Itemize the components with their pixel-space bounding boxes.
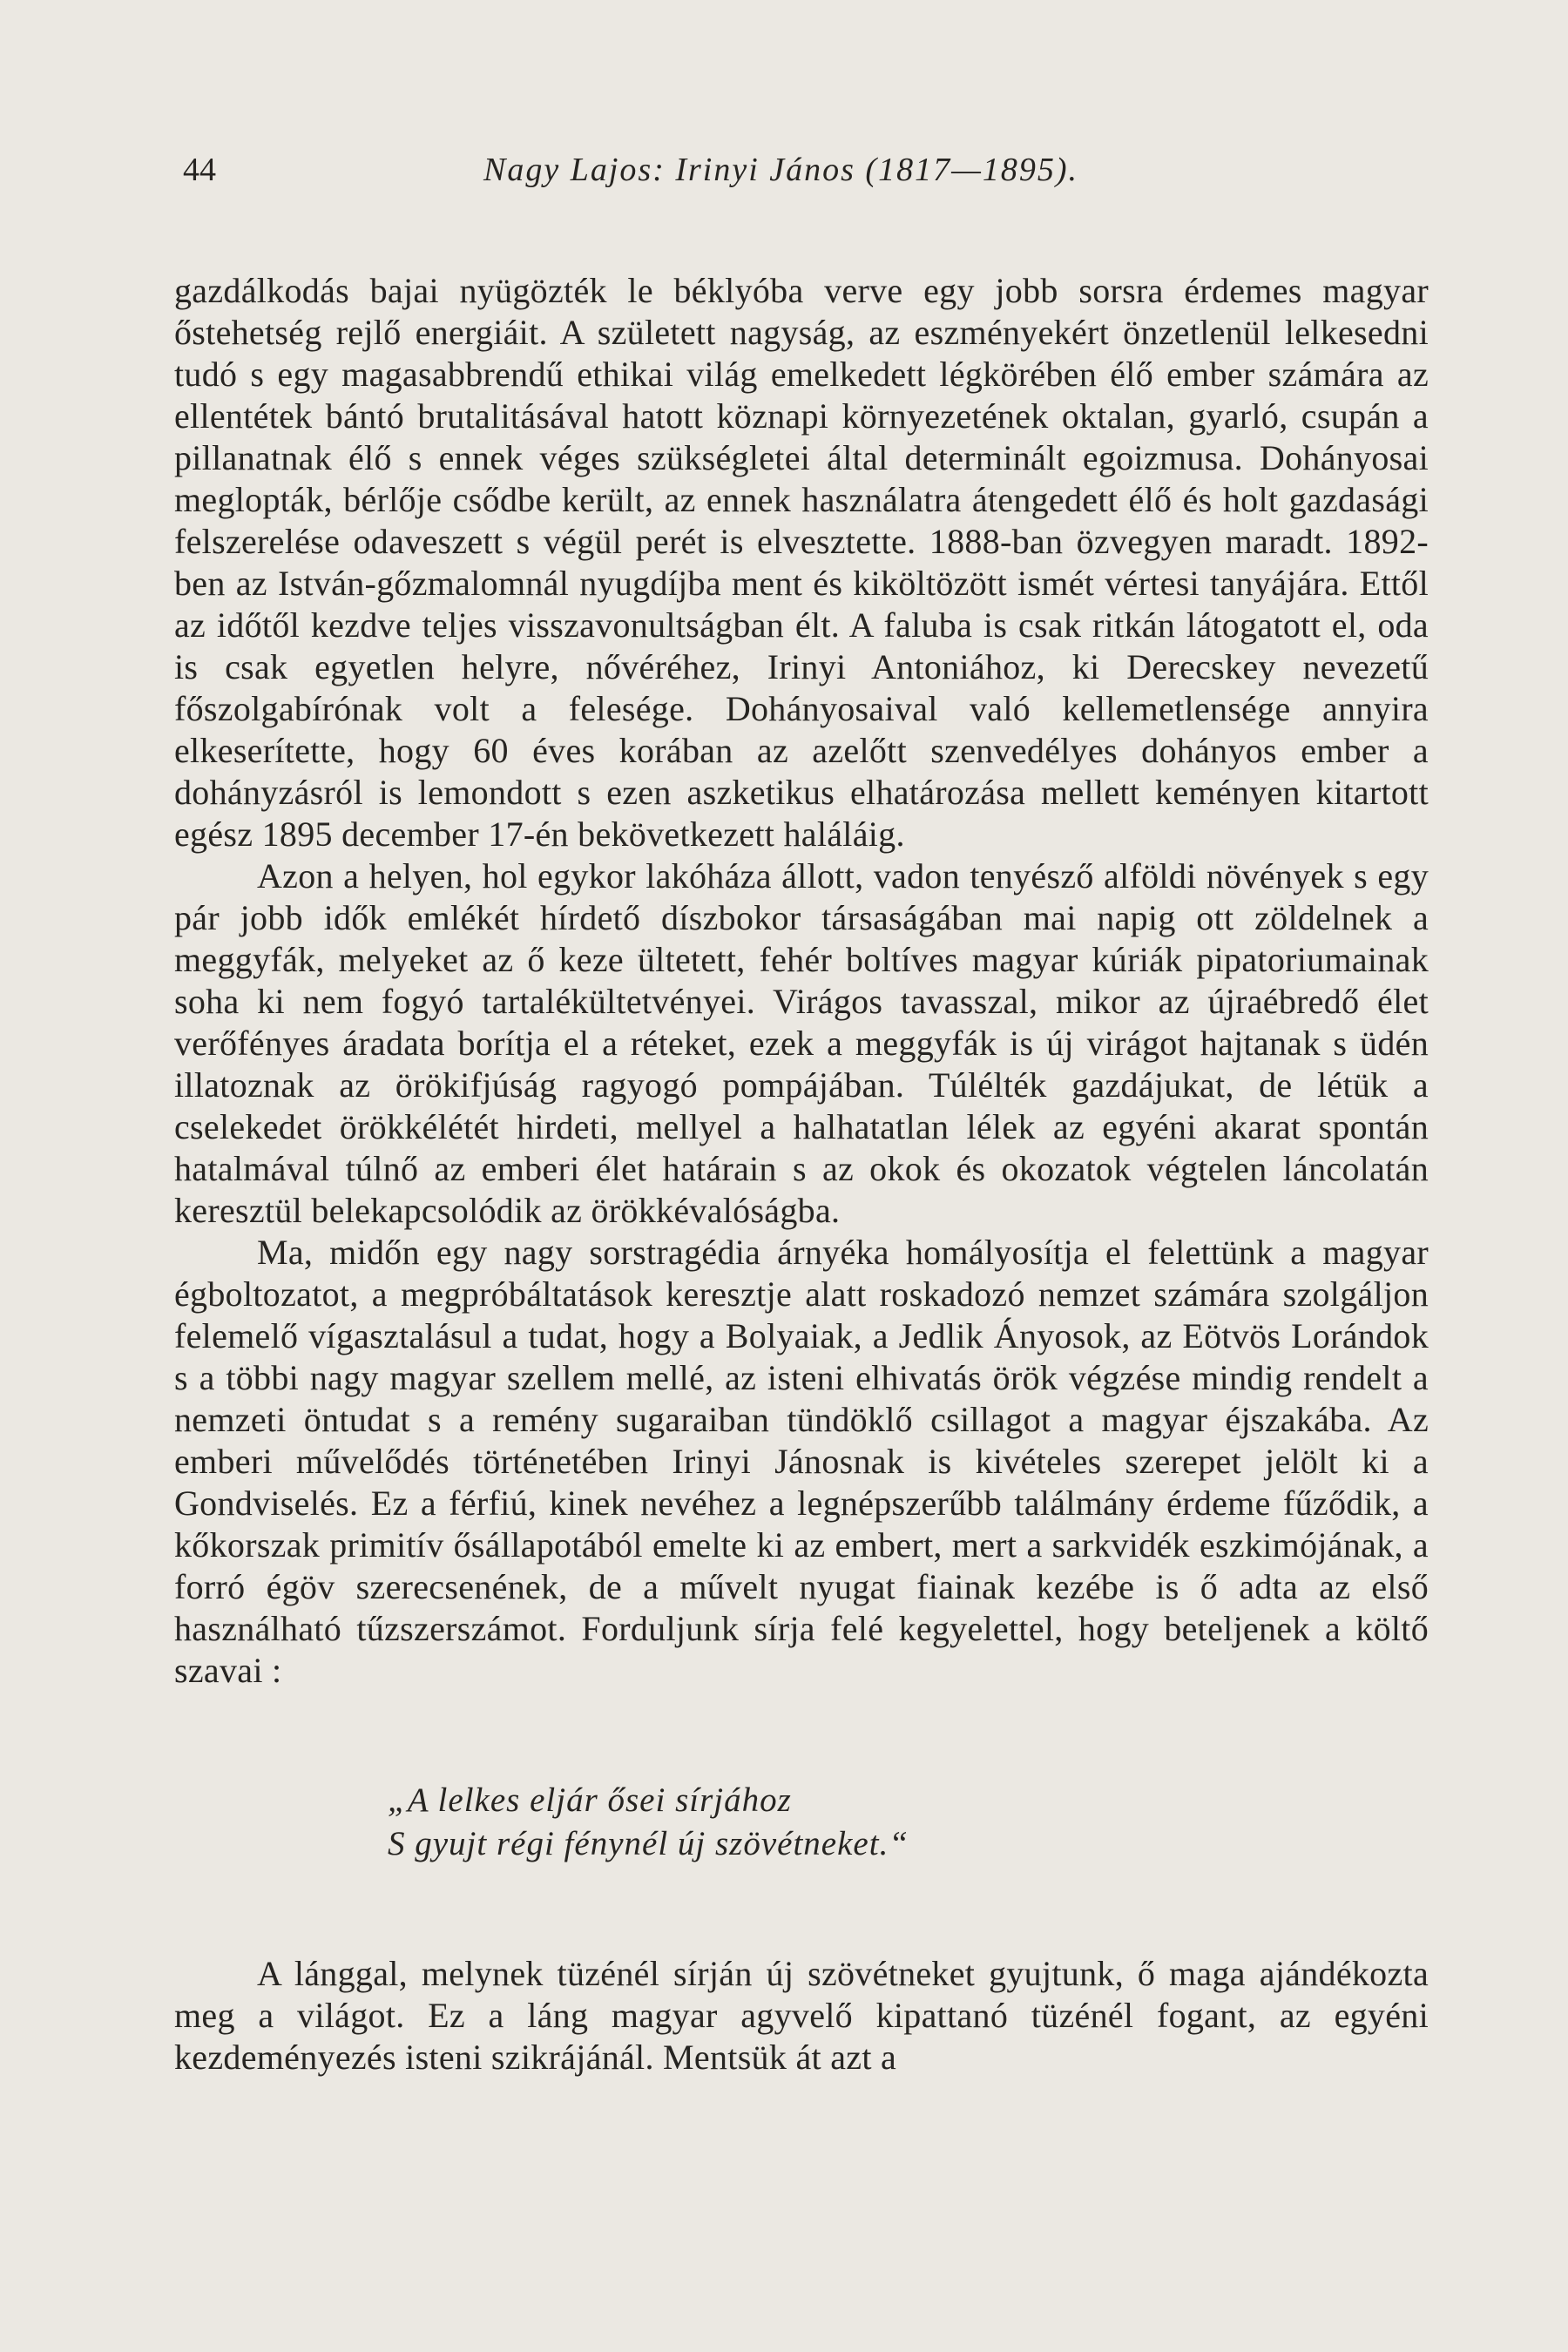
page-number: 44 xyxy=(183,152,216,188)
paragraph-legacy: Ma, midőn egy nagy sorstragédia árnyéka homályosítja el felettünk a magyar égboltozatot, a megpróbáltatások keresztje alatt roskadozó nemzet számára szolgáljon felemelő vígasztalásul a tudat, hogy a Bolyaiak, a Jedlik Ányosok, az Eötvös Lorándok s a többi nagy magyar szellem mellé, az isteni elhivatás örök végzése mindig rendelt a nemzeti öntudat s a remény sugaraiban tündöklő csillagot a magyar éjszakába. Az emberi művelődés történetében Irinyi Jánosnak is kivételes szerepet jelölt ki a Gondviselés. Ez a férfiú, kinek nevéhez a legnépszerűbb találmány érdeme fűződik, a kőkorszak primitív ősállapotából emelte ki az embert, mert a sarkvidék eszkimójának, a forró égöv szerecsenének, de a művelt nyugat fiainak kezébe is ő adta az első használható tűzszerszámot. Forduljunk sírja felé kegyelettel, hogy beteljenek a költő szavai : xyxy=(174,1233,1429,1690)
poem-line-2: S gyujt régi fénynél új szövétneket.“ xyxy=(388,1825,909,1862)
paragraph-cherry-trees: Azon a helyen, hol egykor lakóháza állott, vadon tenyésző alföldi növények s egy pár jobb idők emlékét hírdető díszbokor társaságában mai napig ott zöldelnek a meggyfák, melyeket az ő keze ültetett, fehér boltíves magyar kúriák pipatoriumainak soha ki nem fogyó tartalékültetvényei. Virágos tavasszal, mikor az újraébredő élet verőfényes áradata borítja el a réteket, ezek a meggyfák is új virágot hajtanak s üdén illatoznak az örökifjúság ragyogó pompájában. Túlélték gazdájukat, de létük a cselekedet örökkélétét hirdeti, mellyel a halhatatlan lélek az egyéni akarat spontán hatalmával túlnő az emberi élet határain s az okok és okozatok végtelen láncolatán keresztül belekapcsolódik az örökkévalóságba. xyxy=(174,856,1429,1230)
running-head xyxy=(183,148,1437,200)
poem-quote xyxy=(174,1779,1429,1866)
poem-line-1: „A lelkes eljár ősei sírjához xyxy=(388,1781,792,1819)
paragraph-closing: A lánggal, melynek tüzénél sírján új szövétneket gyujtunk, ő maga ajándékozta meg a világot. Ez a láng magyar agyvelő kipattanó tüzénél fogant, az egyéni kezdeményezés isteni szikrájánál. Mentsük át azt a xyxy=(174,1954,1429,2077)
body-text xyxy=(174,270,1429,2078)
paragraph-continued: gazdálkodás bajai nyügözték le béklyóba verve egy jobb sorsra érdemes magyar őstehetség rejlő energiáit. A született nagyság, az eszményekért önzetlenül lelkesedni tudó s egy magasabbrendű ethikai világ emelkedett légkörében élő ember számára az ellentétek bántó brutalitásával hatott köznapi környezetének oktalan, gyarló, csupán a pillanatnak élő s ennek véges szükségletei által determinált egoizmusa. Dohányosai meglopták, bérlője csődbe került, az ennek használatra átengedett élő és holt gazdasági felszerelése odaveszett s végül perét is elvesztette. 1888-ban özvegyen maradt. 1892-ben az István-gőzmalomnál nyugdíjba ment és kiköltözött ismét vértesi tanyájára. Ettől az időtől kezdve teljes visszavonultságban élt. A faluba is csak ritkán látogatott el, oda is csak egyetlen helyre, nővéréhez, Irinyi Antoniához, ki Derecskey nevezetű főszolgabírónak volt a felesége. Dohányosaival való kellemetlensége annyira elkeserítette, hogy 60 éves korában az azelőtt szenvedélyes dohányos ember a dohányzásról is lemondott s ezen aszketikus elhatározása mellett keményen kitartott egész 1895 december 17-én bekövetkezett haláláig. xyxy=(174,271,1429,854)
running-title: Nagy Lajos: Irinyi János (1817—1895). xyxy=(483,152,1079,188)
